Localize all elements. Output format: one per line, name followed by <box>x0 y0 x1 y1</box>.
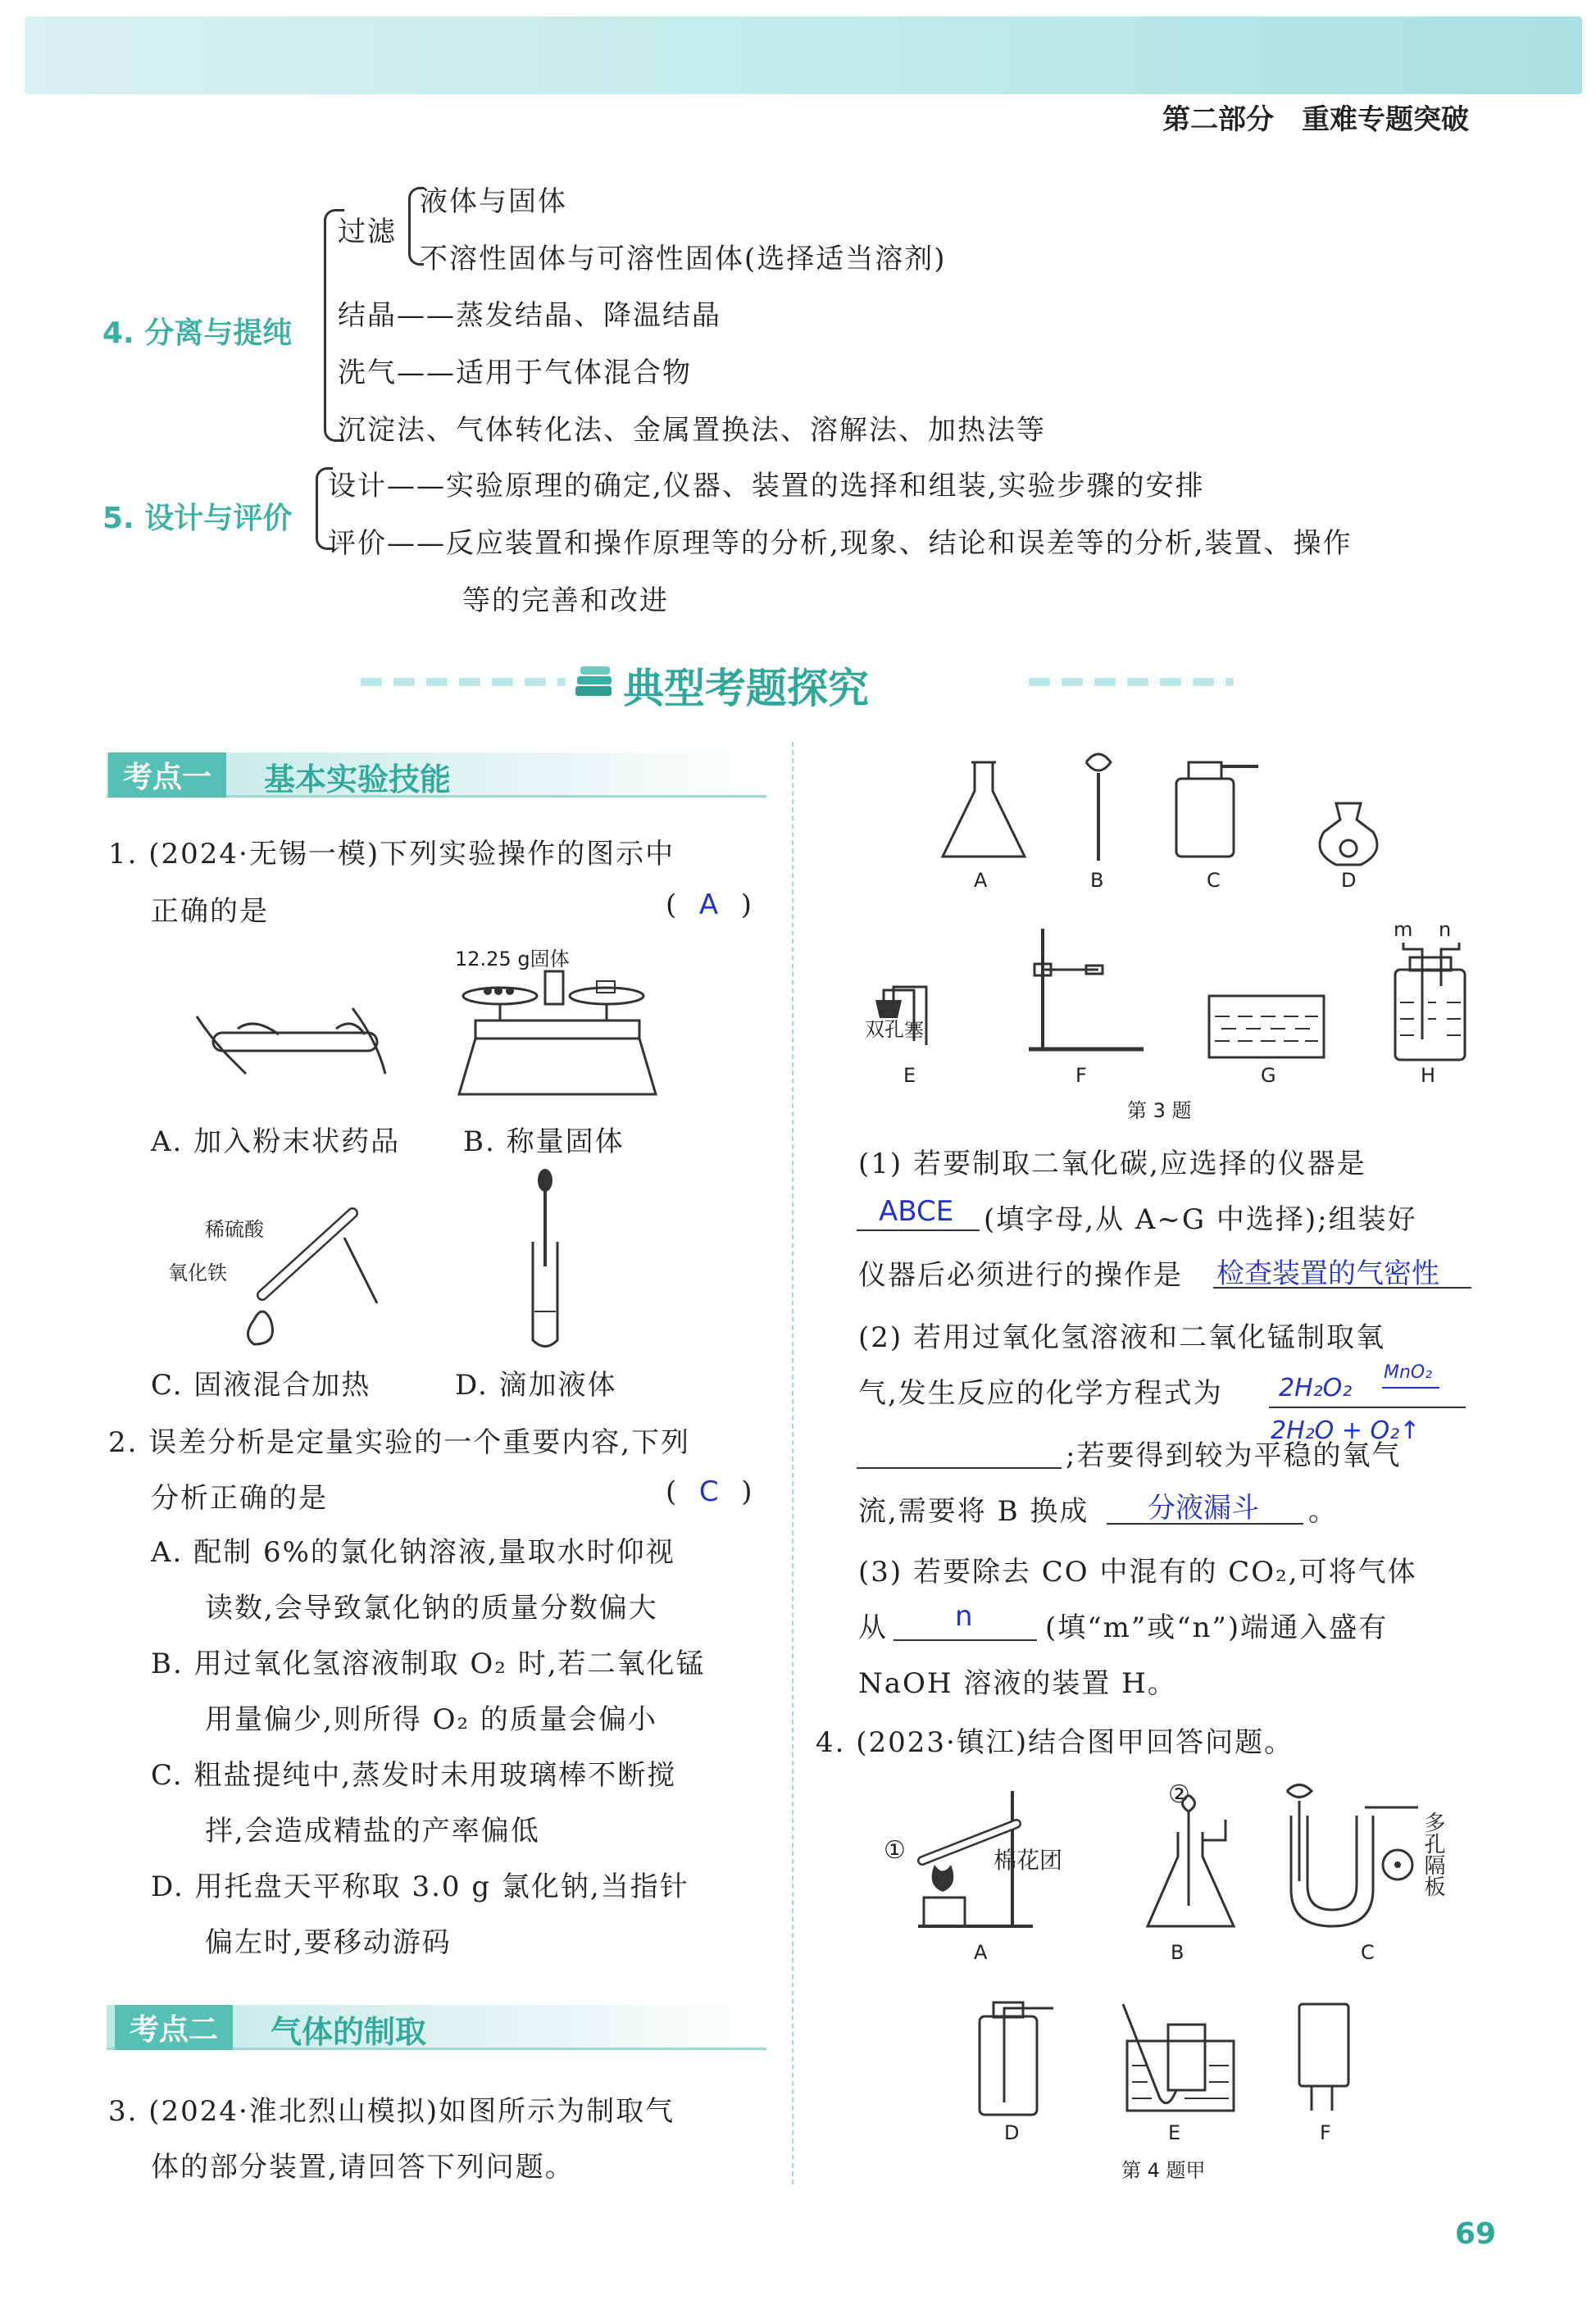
q1-optC: C. 固液混合加热 <box>151 1369 371 1402</box>
fig-wash-bottle-H <box>1385 941 1476 1062</box>
title-dash-right <box>1029 678 1234 686</box>
q3-p2-end: 。 <box>1308 1495 1338 1528</box>
design-line: 设计——实验原理的确定,仪器、装置的选择和组装,实验步骤的安排 <box>328 470 1205 502</box>
kaodian1-tag: 考点一 <box>108 752 226 798</box>
q4-fig-F: F <box>1320 2121 1331 2144</box>
fig-q4-B-flask <box>1144 1791 1242 1930</box>
fig-alcohol-lamp <box>1312 795 1385 869</box>
q3-p2-blank-eq2 <box>857 1467 1062 1469</box>
q3-p2-blank-eq1 <box>1269 1407 1466 1408</box>
q2-optC2: 拌,会造成精盐的产率偏低 <box>205 1815 540 1848</box>
fig-iron-stand <box>1025 925 1148 1056</box>
q3-p3-blank <box>893 1639 1037 1641</box>
outline-item5-title: 5. 设计与评价 <box>102 502 293 535</box>
q1-answer: A <box>698 889 721 921</box>
filter-label: 过滤 <box>338 216 397 248</box>
q4-fig-C: C <box>1361 1941 1375 1964</box>
q4-label-1: ① <box>884 1836 906 1865</box>
q1-answer-bracket: ( A ) <box>666 889 754 921</box>
q3-p2-eq-right: 2H₂O + O₂↑ <box>1271 1416 1421 1445</box>
fig-long-neck-funnel <box>1082 750 1115 865</box>
fig-conical-flask <box>939 758 1029 865</box>
q3-p3-line3: NaOH 溶液的装置 H。 <box>858 1667 1177 1700</box>
q3-p3-line1: (3) 若要除去 CO 中混有的 CO₂,可将气体 <box>858 1556 1417 1589</box>
q2-optB1: B. 用过氧化氢溶液制取 O₂ 时,若二氧化锰 <box>151 1648 706 1680</box>
q2-optA2: 读数,会导致氯化钠的质量分数偏大 <box>205 1592 658 1625</box>
q3-caption: 第 3 题 <box>1127 1099 1192 1122</box>
title-dash-left <box>361 678 566 686</box>
fig-q4-F-inverted-bottle <box>1295 2000 1361 2115</box>
q3-fig-D: D <box>1341 869 1357 892</box>
crystal-line: 结晶——蒸发结晶、降温结晶 <box>338 299 721 332</box>
q3-p1-blank1 <box>857 1230 980 1231</box>
kaodian2-name: 气体的制取 <box>271 2014 427 2050</box>
q3-fig-B: B <box>1090 869 1104 892</box>
q4-fig-A: A <box>974 1941 988 1964</box>
header-section: 第二部分 重难专题突破 <box>1162 103 1469 136</box>
book-icon <box>574 660 615 701</box>
q3-p1-answer1: ABCE <box>879 1195 954 1228</box>
q1-fig-mass-label: 12.25 g固体 <box>455 948 570 970</box>
q4-stem: 4. (2023·镇江)结合图甲回答问题。 <box>816 1726 1294 1759</box>
q4-fig-E: E <box>1168 2121 1181 2144</box>
q3-p2-eq-cond: MnO₂ <box>1384 1362 1433 1383</box>
filter-sub1: 液体与固体 <box>420 185 567 218</box>
filter-sub2: 不溶性固体与可溶性固体(选择适当溶剂) <box>420 243 947 275</box>
q3-p3-line2: (填“m”或“n”)端通入盛有 <box>1045 1611 1389 1644</box>
q3-p1-answer2: 检查装置的气密性 <box>1216 1257 1439 1290</box>
q1-optA: A. 加入粉末状药品 <box>151 1125 401 1158</box>
q3-fig-E: E <box>903 1064 916 1087</box>
kaodian2-tag: 考点二 <box>115 2005 233 2050</box>
q3-stem1: 3. (2024·淮北烈山模拟)如图所示为制取气 <box>108 2095 675 2128</box>
q1-stem1: 1. (2024·无锡一模)下列实验操作的图示中 <box>108 838 675 870</box>
q4-label-plate: 多孔隔板 <box>1421 1811 1445 1897</box>
eval-line2: 等的完善和改进 <box>462 584 669 617</box>
q3-p2-line3: ;若要得到较为平稳的氧气 <box>1066 1439 1402 1472</box>
q4-label-cotton: 棉花团 <box>994 1847 1063 1874</box>
q3-stem2: 体的部分装置,请回答下列问题。 <box>151 2151 575 2184</box>
q2-optC1: C. 粗盐提纯中,蒸发时未用玻璃棒不断搅 <box>151 1759 677 1792</box>
q3-p3-answer: n <box>955 1600 973 1633</box>
q3-p2-line2: 气,发生反应的化学方程式为 <box>858 1377 1223 1410</box>
q4-label-2: ② <box>1168 1780 1190 1809</box>
q4-fig-D: D <box>1004 2121 1020 2144</box>
page-number: 69 <box>1455 2217 1497 2251</box>
q2-optD1: D. 用托盘天平称取 3.0 g 氯化钠,当指针 <box>151 1870 689 1903</box>
fig-test-tube-powder <box>189 984 402 1098</box>
q3-fig-G: G <box>1261 1064 1276 1087</box>
q3-p2-eq-left: 2H₂O₂ <box>1279 1374 1353 1402</box>
q3-p2-answer: 分液漏斗 <box>1148 1492 1259 1525</box>
q3-label-m: m <box>1394 918 1413 941</box>
q1-optD: D. 滴加液体 <box>455 1369 617 1402</box>
column-divider <box>792 742 793 2184</box>
wash-gas-line: 洗气——适用于气体混合物 <box>338 357 692 389</box>
q3-p2-line1: (2) 若用过氧化氢溶液和二氧化锰制取氧 <box>858 1321 1385 1354</box>
q3-p2-line4: 流,需要将 B 换成 <box>858 1495 1089 1528</box>
kaodian1-name: 基本实验技能 <box>264 761 452 798</box>
q4-caption: 第 4 题甲 <box>1121 2159 1206 2182</box>
q1-fig-oxide-label: 氧化铁 <box>168 1261 227 1284</box>
fig-water-trough <box>1205 992 1328 1061</box>
q3-p3-from: 从 <box>858 1611 888 1644</box>
q2-optA1: A. 配制 6%的氯化钠溶液,量取水时仰视 <box>151 1536 675 1569</box>
header-band <box>25 16 1582 94</box>
fig-q4-E-water-collect <box>1119 2000 1242 2115</box>
fig-gas-bottle <box>1172 758 1262 865</box>
q1-fig-acid-label: 稀硫酸 <box>205 1218 264 1241</box>
q3-fig-A: A <box>974 869 988 892</box>
q3-p1-line1: (1) 若要制取二氧化碳,应选择的仪器是 <box>858 1148 1366 1180</box>
fig-heating <box>246 1205 410 1352</box>
q3-fig-F: F <box>1075 1064 1087 1087</box>
fig-q4-C-u-tube <box>1279 1783 1435 1930</box>
q2-answer-bracket: ( C ) <box>666 1475 754 1508</box>
eval-line1: 评价——反应装置和操作原理等的分析,现象、结论和误差等的分析,装置、操作 <box>328 527 1353 560</box>
q2-stem2: 分析正确的是 <box>151 1482 328 1515</box>
outline-item4-title: 4. 分离与提纯 <box>102 316 293 350</box>
q4-fig-B: B <box>1171 1941 1184 1964</box>
q1-optB: B. 称量固体 <box>463 1125 625 1158</box>
fig-balance <box>451 971 664 1107</box>
q3-label-n: n <box>1439 918 1452 941</box>
q2-optB2: 用量偏少,则所得 O₂ 的质量会偏小 <box>205 1703 657 1736</box>
q3-double-hole-label: 双孔塞 <box>865 1018 924 1041</box>
q2-stem1: 2. 误差分析是定量实验的一个重要内容,下列 <box>108 1426 691 1459</box>
q3-p2-eq-arrow <box>1382 1387 1439 1389</box>
q2-optD2: 偏左时,要移动游码 <box>205 1926 452 1959</box>
q3-p1-line3: 仪器后必须进行的操作是 <box>858 1259 1183 1292</box>
q3-fig-H: H <box>1421 1064 1436 1087</box>
section-title: 典型考题探究 <box>623 665 869 712</box>
q2-answer: C <box>698 1475 721 1508</box>
others-line: 沉淀法、气体转化法、金属置换法、溶解法、加热法等 <box>338 414 1046 447</box>
fig-q4-D-bottle <box>975 1996 1057 2119</box>
fig-dropper <box>512 1168 578 1357</box>
q1-stem2: 正确的是 <box>151 895 269 928</box>
q3-fig-C: C <box>1207 869 1221 892</box>
q3-p1-line2: (填字母,从 A~G 中选择);组装好 <box>984 1203 1417 1236</box>
